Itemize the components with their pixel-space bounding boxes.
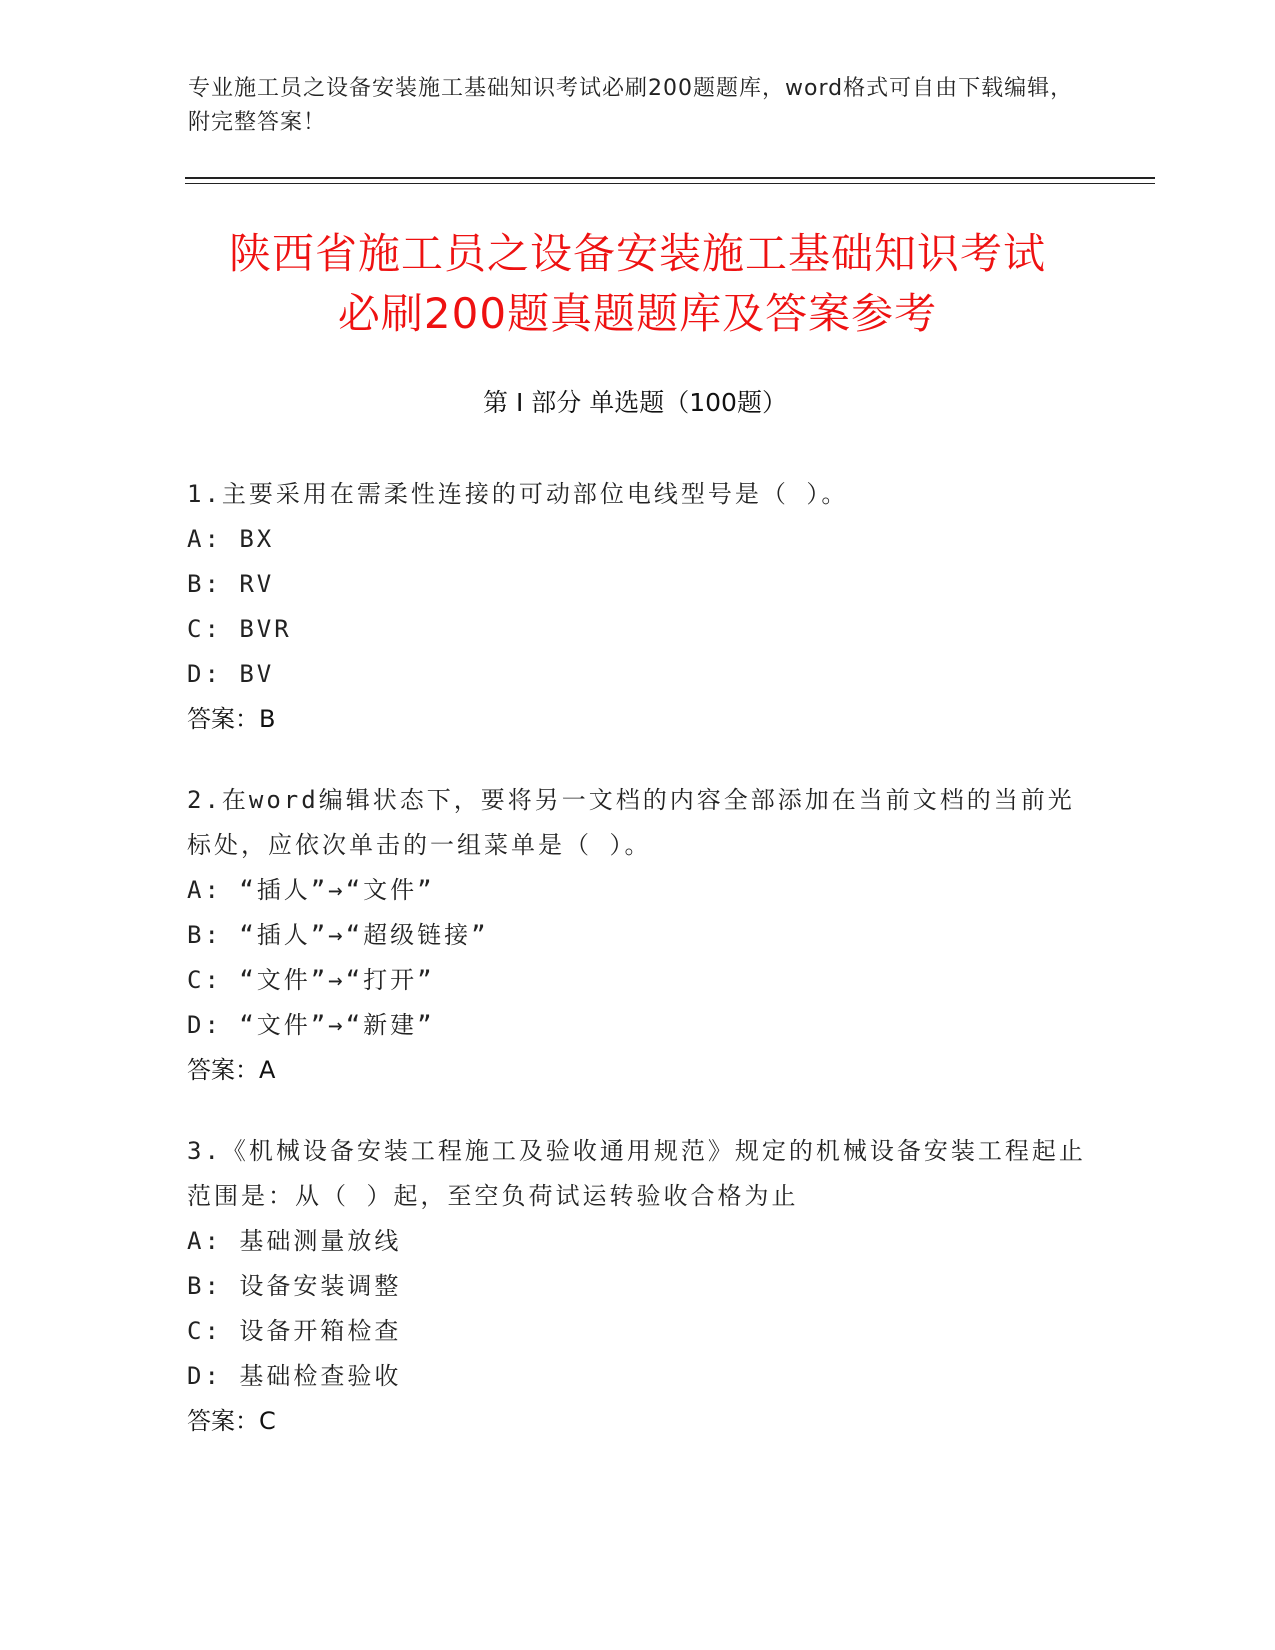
question-2 — [187, 778, 1087, 1093]
option-c: C: BVR — [187, 615, 292, 643]
section-title: 第 I 部分 单选题（100题） — [483, 388, 787, 417]
header-note: 专业施工员之设备安装施工基础知识考试必刷200题题库，word格式可自由下载编辑，附完整答案！ — [188, 76, 1074, 135]
option-b: B: 设备安装调整 — [187, 1272, 402, 1300]
option-c: C: 设备开箱检查 — [187, 1317, 402, 1345]
option-b: B: RV — [187, 570, 275, 598]
answer: 答案：B — [187, 705, 276, 733]
option-d: D: BV — [187, 660, 275, 688]
question-1 — [187, 472, 1087, 742]
header-divider-thick — [185, 177, 1155, 179]
question-list — [187, 472, 1087, 1480]
option-a: A: “插人”→“文件” — [187, 876, 435, 904]
option-d: D: 基础检查验收 — [187, 1362, 402, 1390]
option-a: A: BX — [187, 525, 275, 553]
document-title — [160, 224, 1115, 344]
question-stem: 3.《机械设备安装工程施工及验收通用规范》规定的机械设备安装工程起止范围是：从（ ）起，至空负荷试运转验收合格为止 — [187, 1137, 1086, 1210]
document-title-line-1: 陕西省施工员之设备安装施工基础知识考试 — [228, 229, 1046, 278]
question-3 — [187, 1129, 1087, 1444]
document-title-line-2: 必刷200题真题题库及答案参考 — [337, 289, 938, 338]
answer: 答案：A — [187, 1056, 276, 1084]
option-b: B: “插人”→“超级链接” — [187, 921, 489, 949]
option-c: C: “文件”→“打开” — [187, 966, 435, 994]
question-stem: 1.主要采用在需柔性连接的可动部位电线型号是（ ）。 — [187, 480, 849, 508]
option-d: D: “文件”→“新建” — [187, 1011, 435, 1039]
answer: 答案：C — [187, 1407, 276, 1435]
option-a: A: 基础测量放线 — [187, 1227, 402, 1255]
header-divider-thin — [185, 183, 1155, 184]
question-stem: 2.在word编辑状态下，要将另一文档的内容全部添加在当前文档的当前光标处，应依次单击的一组菜单是（ ）。 — [187, 786, 1075, 859]
